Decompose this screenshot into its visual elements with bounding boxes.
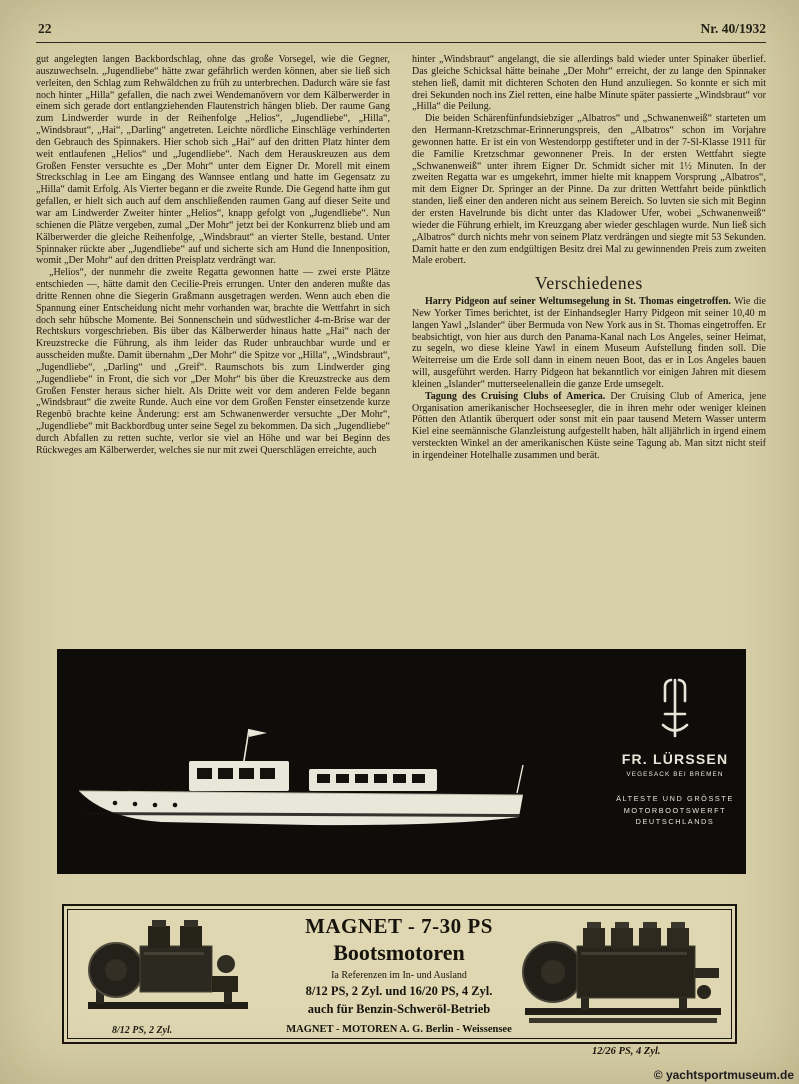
news-item-text: Wie die New Yorker Times berichtet, ist der Einhandsegler Harry Pidgeon mit seiner 10,40 m langen Yawl „Islander“ über Bermuda von New York aus in St. Thomas eingetroffen. Er beabsichtigt, von hier aus durch den Panama-Kanal nach Los Angeles, seiner Heimat, zu segeln, wo diese kleine Yawl in einem Museum Aufstellung finden soll. Die Weiterreise um die Erde soll dann in einem neuen Boot, das er in Los Angeles bauen will, ausgeführt werden. Harry Pidgeon hat bekanntlich vor einigen Jahren mit diesem kleinen „Islander“ mutterseelenallein die ganze Erde umsegelt. bbox=[412, 296, 766, 390]
news-item-text: Der Cruising Club of America, jene Organisation amerikanischer Hochseesegler, die in ihren mehr oder weniger kleinen Pötten den Atlantik überquert oder sonst mit ein paar tausend Metern Wasser unterm Kiel eine seemännische Glanzleistung aufgestellt haben, hält alljährlich in irgend einem versteckten Winkel an der amerikanischen Küste seine Tagung ab. Man sitzt nicht steif in irgendeiner Hotelhalle zusammen und berät. bbox=[412, 390, 767, 461]
luerssen-claim bbox=[616, 793, 734, 828]
magnet-advertisement bbox=[62, 904, 737, 1044]
article-paragraph: hinter „Windsbraut“ angelangt, die sie allerdings bald wieder unter Spinaker überlief. Das gleiche Schicksal hätte beinahe „Der Mohr“ erreicht, der zu lange den Spinnaker stehen ließ, damit mit dichteren Schoten den Hund anzuliegen. So konnte er sich mit drei Sekunden noch ins Ziel retten, eine halbe Minute später passierte „Windsbraut“ vor „Hilla“ die Peilung. bbox=[412, 54, 766, 113]
luerssen-advertisement bbox=[57, 649, 746, 874]
page-number: 22 bbox=[38, 21, 52, 36]
news-item-lead: Harry Pidgeon auf seiner Weltumsegelung in St. Thomas eingetroffen. bbox=[425, 296, 731, 308]
issue-number: Nr. 40/1932 bbox=[700, 21, 766, 36]
luerssen-claim-line: ÄLTESTE UND GRÖSSTE bbox=[616, 794, 734, 803]
magnet-ad-frame bbox=[67, 909, 732, 1039]
article-columns bbox=[36, 54, 766, 462]
luerssen-claim-line: MOTORBOOTSWERFT bbox=[623, 805, 727, 815]
watermark: © yachtsportmuseum.de bbox=[653, 1068, 794, 1082]
magnet-subtitle: Bootsmotoren bbox=[333, 940, 465, 965]
engine-caption-left: 8/12 PS, 2 Zyl. bbox=[112, 1025, 173, 1036]
article-paragraph: Die beiden Schärenfünfundsiebziger „Albatros“ und „Schwanenweiß“ starteten um den Hermann-Kretzschmar-Erinnerungspreis, den „Albatros“ schon im Vorjahre gewonnen hatte. Er ist ein von Westendorpp gestifteter und in der 7-Sl-Klasse 1911 für die Familie Kretzschmar gewonnener Preis. In der ersten Wettfahrt siegte „Schwanenweiß“ unter ihrem Eigner Dr. Schmidt sicher mit 1½ Minuten. In der zweiten Regatta war es umgekehrt, immer hielte mit knappem Vorsprung „Albatros“, mit dem Eigner Dr. Springer an der Pinne. Da zur dritten Wettfahrt beide pünktlich standen, ließ einer den anderen nicht aus seinem Bereich. So luvten sie sich mit Beginn der ersten Havelrunde bis dicht unter das Kladower Ufer, wobei „Schwanenweiß“ wieder die Führung erhielt, im Kreuzgang aber wieder geschlagen wurde. Nun ließ sich „Albatros“ durch nichts mehr von seinem Platz verdrängen und siegte mit 53 Sekunden. Damit hatte er den zum endgültigen Besitz drei Mal zu gewinnenden Preis zum zweiten Male erobert. bbox=[412, 113, 766, 267]
luerssen-text-block bbox=[609, 677, 741, 828]
luerssen-location: VEGESACK BEI BREMEN bbox=[626, 771, 724, 778]
right-column bbox=[412, 54, 766, 462]
engine-4cyl-illustration bbox=[519, 912, 727, 1030]
luerssen-trident-logo-icon bbox=[655, 677, 695, 739]
news-item-lead: Tagung des Cruising Clubs of America. bbox=[425, 390, 606, 402]
motor-yacht-illustration bbox=[71, 725, 541, 850]
news-item bbox=[412, 391, 766, 462]
section-heading: Verschiedenes bbox=[535, 273, 643, 294]
luerssen-company-name: FR. LÜRSSEN bbox=[621, 751, 729, 767]
article-paragraph: gut angelegten langen Backbordschlag, ohne das große Vorsegel, wie die Gegner, auszuwechseln. „Jugendliebe“ hätte zwar gefährlich werden können, aber sie ließ sich verleiten, den Schlag zum Rehwäldchen zu früh zu unterbrechen. Dadurch wäre sie fast noch hinter „Hilla“ gefallen, die nach zwei Wendemanövern vor dem Kälberwerder in einem sich gerade dort entlangziehenden Flautenstrich hängen blieb. Der raume Gang zum Lindwerder wurde in der Reihenfolge „Helios“, „Jugendliebe“, „Hilla“, „Windsbraut“, „Hai“, „Darling“ angetreten. Leichte nördliche Einschläge verhinderten den Gebrauch des Spinnakers. Hier schob sich „Hai“ auf den dritten Platz hinter dem weit entlaufenen „Helios“ und „Jugendliebe“. Nach dem Herauskreuzen aus dem Großen Fenster versuchte es „Der Mohr“ unter dem Eigner Dr. Morell mit einem Streckschlag in Lee am Eingang des Wannsee entlang und hatte im Gegensatz zu „Hilla“ damit Erfolg. Als Vierter begann er die zweite Runde. Die Gegend hatte ihm gut gefallen, er hielt sich auch auf dem anschließenden raumen Gang auf dieser Seite und war am Lindwerder Zweiter hinter „Helios“, knapp gefolgt von „Jugendliebe“. Nun schienen die Plätze vergeben, zumal „Der Mohr“ jetzt bei der Konkurrenz blieb und am Kälberwerder die gleiche Reihenfolge, „Windsbraut“ an vierter Stelle, bestand. Unter Spinnaker rückte aber „Jugendliebe“ auf und sicherte sich am Hund die Innenposition, womit „Der Mohr“ auf den dritten Preisplatz verdrängt war. bbox=[36, 54, 390, 267]
magnet-company-line: MAGNET - MOTOREN A. G. Berlin - Weissensee bbox=[286, 1024, 512, 1035]
left-column bbox=[36, 54, 390, 462]
luerssen-claim-line: DEUTSCHLANDS bbox=[635, 817, 715, 826]
magnet-fuel-line: auch für Benzin-Schweröl-Betrieb bbox=[307, 1002, 491, 1016]
engine-caption-right: 12/26 PS, 4 Zyl. bbox=[592, 1046, 661, 1057]
magnet-title: MAGNET - 7-30 PS bbox=[305, 914, 493, 938]
news-item bbox=[412, 296, 766, 391]
magnet-text-block bbox=[262, 914, 536, 1035]
magnet-reference-line: Ia Referenzen im In- und Ausland bbox=[331, 970, 467, 981]
magnet-models-line: 8/12 PS, 2 Zyl. und 16/20 PS, 4 Zyl. bbox=[305, 984, 493, 998]
header-rule bbox=[36, 42, 766, 43]
article-paragraph: „Helios“, der nunmehr die zweite Regatta gewonnen hatte — zwei erste Plätze entschieden —, hätte damit den Cecilie-Preis errungen. Unter den anderen mußte das dritte Rennen ohne die Siegerin Graßmann ausgetragen werden. Wenn auch eben die Spannung einer Entscheidung nicht mehr vorhanden war, brachte die Wettfahrt in sich doch sehr hübsche Momente. Bei Sonnenschein und südwestlicher 4-m-Brise war der Rechtskurs vorgeschrieben. Bis über das Kälberwerder hinaus hatte „Hai“ nach der Kreuzstrecke die Führung, als ihm leider das Ruder unbrauchbar wurde und er ausscheiden mußte. Damit übernahm „Der Mohr“ die Spitze vor „Hilla“, „Windsbraut“, „Jugendliebe“, „Darling“ und „Greif“. Raumschots bis zum Lindwerder ging „Jugendliebe“ in Front, die sich vor „Der Mohr“ bis über die Kreuzstrecke aus dem Großen Fenster heraus sicher hielt. Als Dritte weit vor dem anderen Felde begann „Windsbraut“ die zweite Runde. Auch eine vor dem Großen Fenster einsetzende kurze Regenbö brachte keine Änderung: erst am Schwanenwerder versuchte „Der Mohr“, „Jugendliebe“ mit Backbordbug unter seine Segel zu bekommen. Da sich „Jugendliebe“ durch Abfallen zu retten suchte, verlor sie viel an Höhe und war bei Beginn des Rückweges am Kälberwerder, welches sie nur mit zwei Querschlägen erreichte, auch bbox=[36, 267, 390, 456]
engine-2cyl-illustration bbox=[74, 916, 259, 1018]
